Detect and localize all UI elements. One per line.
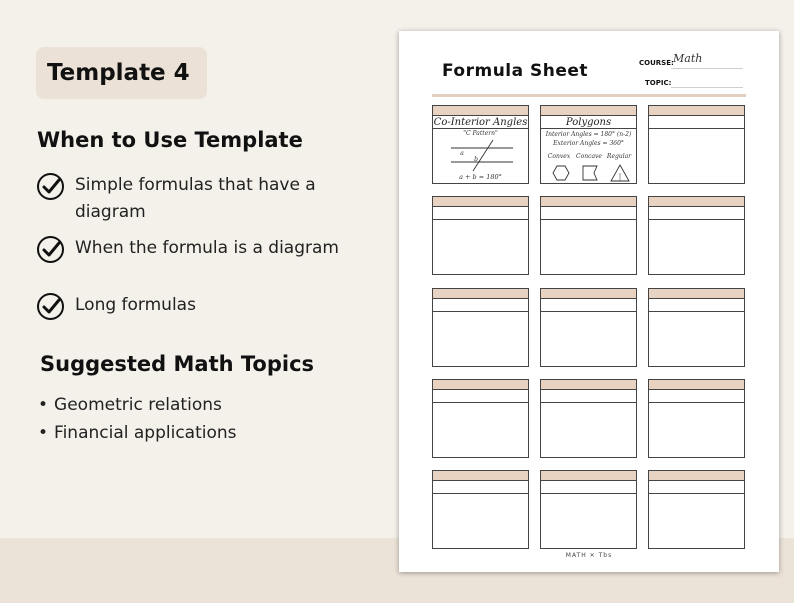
formula-card-empty — [540, 288, 637, 367]
formula-card-empty — [648, 105, 745, 184]
template-badge — [36, 47, 207, 99]
checklist-text: When the formula is a diagram — [75, 238, 339, 258]
card-title-band — [649, 481, 744, 494]
card-header-band — [649, 380, 744, 390]
card-header-band — [433, 471, 528, 481]
formula-card-empty — [432, 196, 529, 275]
formula-card-empty — [648, 288, 745, 367]
card-title-band — [541, 390, 636, 403]
card-header-band — [541, 197, 636, 207]
topic-label: TOPIC: — [645, 79, 672, 87]
checklist-text: Simple formulas that have a — [75, 175, 316, 195]
suggested-topics-heading: Suggested Math Topics — [40, 352, 315, 376]
card-header-band — [433, 197, 528, 207]
title-divider — [432, 94, 746, 97]
topic-item: • Geometric relations — [38, 391, 237, 419]
card-title-band — [649, 299, 744, 312]
formula-card-co-interior — [432, 105, 529, 184]
card-header-band — [541, 106, 636, 116]
formula-sheet-preview — [399, 31, 779, 572]
card-title-band — [541, 299, 636, 312]
concave-label: Concave — [576, 153, 602, 160]
card-title: Polygons — [565, 117, 612, 128]
angle-b-label: b — [474, 156, 478, 163]
formula-card-empty — [540, 470, 637, 549]
card-equation: a + b = 180° — [459, 173, 502, 181]
card-header-band — [433, 289, 528, 299]
checklist-text: Long formulas — [75, 295, 196, 315]
topics-list — [38, 391, 237, 447]
checklist-item — [36, 235, 345, 264]
card-header-band — [649, 197, 744, 207]
card-title-band — [649, 116, 744, 129]
card-title-band — [649, 390, 744, 403]
card-header-band — [649, 106, 744, 116]
formula-card-empty — [432, 379, 529, 458]
template-badge-label: Template 4 — [47, 60, 190, 86]
sheet-title: Formula Sheet — [442, 61, 589, 81]
card-title-band — [433, 481, 528, 494]
course-label: COURSE: — [639, 59, 674, 67]
course-value: Math — [673, 52, 703, 65]
card-header-band — [433, 380, 528, 390]
formula-card-empty — [540, 196, 637, 275]
exterior-angles-formula: Exterior Angles = 360° — [553, 140, 624, 147]
convex-label: Convex — [547, 153, 571, 160]
card-header-band — [433, 106, 528, 116]
card-header-band — [541, 380, 636, 390]
card-note: "C Pattern" — [463, 130, 498, 137]
card-title-band — [541, 481, 636, 494]
regular-label: Regular — [606, 153, 632, 160]
formula-card-empty — [648, 470, 745, 549]
card-title-band — [433, 299, 528, 312]
topic-line — [671, 87, 743, 88]
formula-card-polygons — [540, 105, 637, 184]
formula-card-empty — [648, 379, 745, 458]
formula-card-empty — [648, 196, 745, 275]
card-header-band — [649, 471, 744, 481]
formula-card-empty — [540, 379, 637, 458]
check-circle-icon — [36, 235, 65, 264]
checklist-text-cont: diagram — [75, 202, 146, 222]
angle-a-label: a — [460, 150, 464, 157]
checklist-item — [36, 292, 345, 321]
footer-brand-logo: MATH ✕ Tbs — [565, 552, 613, 559]
card-title: Co-Interior Angles — [433, 117, 528, 128]
card-header-band — [649, 289, 744, 299]
interior-angles-formula: Interior Angles = 180° (n-2) — [545, 131, 632, 138]
checklist-item — [36, 172, 345, 226]
check-circle-icon — [36, 292, 65, 321]
card-header-band — [541, 289, 636, 299]
card-title-band — [541, 207, 636, 220]
card-title-band — [433, 207, 528, 220]
check-circle-icon — [36, 172, 65, 201]
formula-card-empty — [432, 470, 529, 549]
card-header-band — [541, 471, 636, 481]
card-title-band — [649, 207, 744, 220]
polygon-shapes-icon — [547, 163, 633, 183]
card-title-band — [433, 390, 528, 403]
topic-item: • Financial applications — [38, 419, 237, 447]
when-to-use-heading: When to Use Template — [37, 128, 303, 152]
course-line — [671, 68, 743, 69]
formula-card-empty — [432, 288, 529, 367]
